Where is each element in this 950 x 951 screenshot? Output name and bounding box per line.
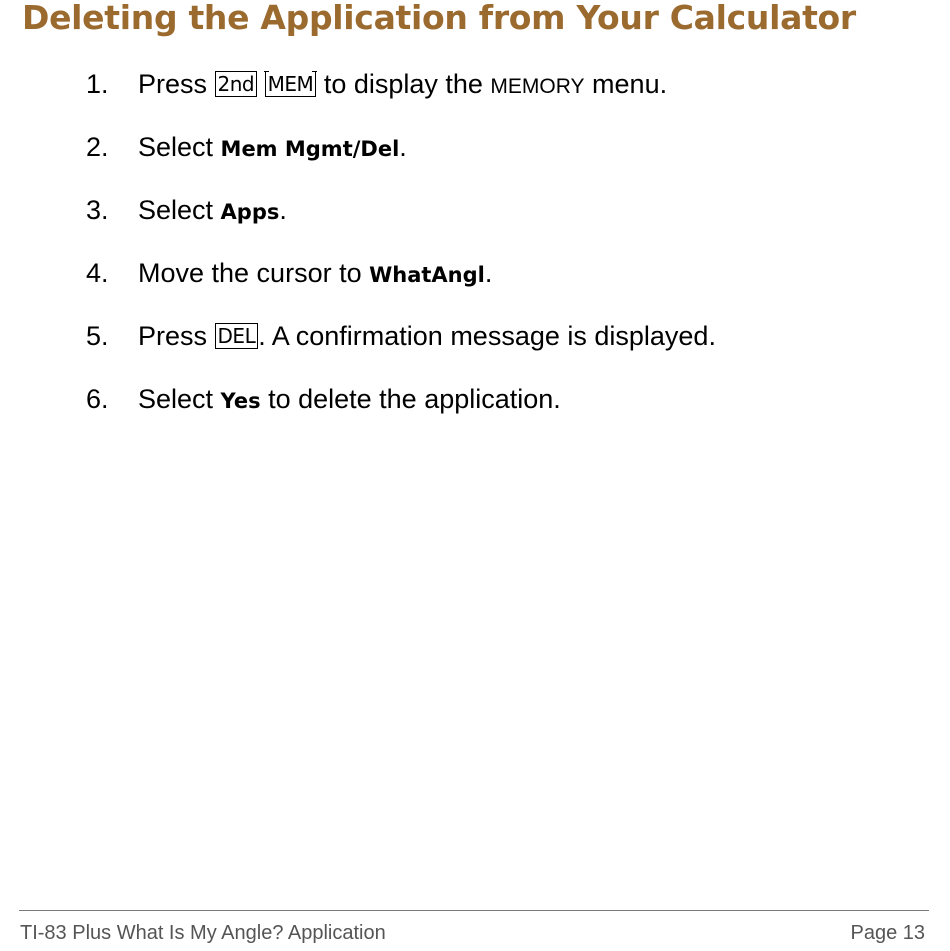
page-title: Deleting the Application from Your Calculator: [22, 0, 856, 37]
step-prefix: Select: [138, 132, 221, 162]
step-suffix: menu.: [584, 69, 668, 99]
key-mem-icon: MEM: [265, 71, 317, 97]
step-text: [138, 188, 287, 234]
step-number: 5.: [86, 321, 109, 351]
step-number: 6.: [86, 384, 109, 414]
step-number: 3.: [86, 195, 109, 225]
step-suffix: . A confirmation message is displayed.: [258, 321, 716, 351]
step-number: 1.: [86, 69, 109, 99]
app-name: WhatAngl: [369, 263, 485, 287]
step-number: 4.: [86, 258, 109, 288]
step-text: [138, 251, 492, 297]
menu-item-name: Apps: [220, 200, 280, 224]
option-name: Yes: [220, 389, 261, 413]
step-text: [138, 314, 716, 358]
step-prefix: Move the cursor to: [138, 258, 370, 288]
menu-item-name: Mem Mgmt/Del: [220, 137, 400, 161]
step-suffix: to delete the application.: [260, 384, 561, 414]
key-del-icon: DEL: [215, 323, 259, 349]
step-text: [138, 377, 561, 423]
step-number: 2.: [86, 132, 109, 162]
step-prefix: Press: [138, 321, 215, 351]
step-prefix: Select: [138, 195, 221, 225]
footer-document-title: TI-83 Plus What Is My Angle? Application: [20, 922, 386, 944]
footer-page-number: Page 13: [850, 922, 925, 944]
menu-name: MEMORY: [490, 75, 585, 98]
key-2nd-icon: 2nd: [215, 71, 258, 97]
step-prefix: Press: [138, 69, 215, 99]
footer-divider: [19, 910, 929, 911]
step-suffix: .: [279, 195, 287, 225]
step-middle: to display the: [316, 69, 491, 99]
step-text: [138, 62, 667, 109]
step-suffix: .: [484, 258, 493, 288]
step-prefix: Select: [138, 384, 221, 414]
step-suffix: .: [399, 132, 407, 162]
step-text: [138, 125, 407, 171]
